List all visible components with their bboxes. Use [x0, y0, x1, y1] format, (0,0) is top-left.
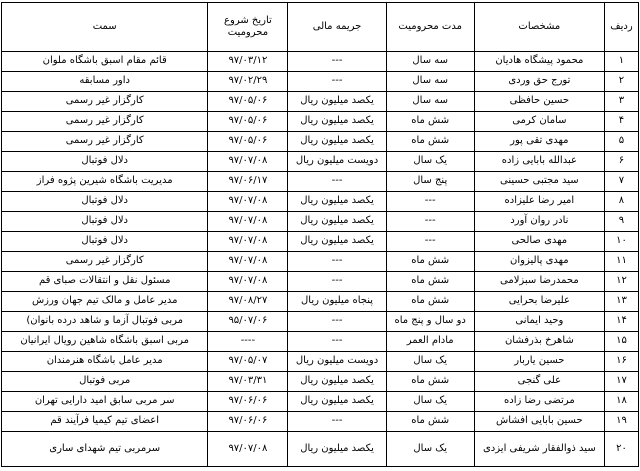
cell-start-date: ۹۷/۰۳/۳۱ [208, 372, 288, 392]
cell-duration: یک سال [386, 152, 474, 172]
cell-duration: دو سال و پنج ماه [386, 312, 474, 332]
cell-row-no: ۳ [604, 92, 638, 112]
cell-duration: --- [386, 212, 474, 232]
cell-row-no: ۴ [604, 112, 638, 132]
cell-duration: سه سال [386, 52, 474, 72]
header-row [2, 3, 639, 52]
cell-fine: یکصد میلیون ریال [288, 432, 386, 467]
cell-name: مهدی تقی پور [474, 132, 604, 152]
cell-row-no: ۹ [604, 212, 638, 232]
cell-start-date: ۹۷/۰۷/۰۸ [208, 192, 288, 212]
cell-duration: یک سال [386, 392, 474, 412]
cell-name: تورج حق وردی [474, 72, 604, 92]
cell-name: علی گنجی [474, 372, 604, 392]
cell-position: مربی فوتبال آزما و شاهد درده بانوان) [2, 312, 208, 332]
cell-name: عبدالله بابایی زاده [474, 152, 604, 172]
cell-position: مدیریت باشگاه شیرین پژوه فراز [2, 172, 208, 192]
header-duration: مدت محرومیت [386, 3, 474, 52]
cell-position: دلال فوتبال [2, 192, 208, 212]
table-row [2, 272, 639, 292]
cell-position: مدیر عامل باشگاه هنرمندان [2, 352, 208, 372]
cell-start-date: ۹۷/۰۷/۰۸ [208, 232, 288, 252]
cell-row-no: ۷ [604, 172, 638, 192]
table-body [2, 52, 639, 467]
cell-fine: یکصد میلیون ریال [288, 192, 386, 212]
cell-start-date: ۹۵/۰۷/۰۶ [208, 312, 288, 332]
cell-name: مهدی پالیزوان [474, 252, 604, 272]
cell-row-no: ۱۳ [604, 292, 638, 312]
cell-row-no: ۱۶ [604, 352, 638, 372]
cell-start-date: ۹۷/۰۵/۰۶ [208, 132, 288, 152]
cell-duration: یک سال [386, 352, 474, 372]
cell-name: شاهرخ بذرفشان [474, 332, 604, 352]
cell-start-date: ۹۷/۰۶/۱۷ [208, 172, 288, 192]
cell-name: محمود پیشگاه هادیان [474, 52, 604, 72]
cell-start-date: ۹۷/۰۶/۰۶ [208, 412, 288, 432]
table-row [2, 392, 639, 412]
cell-fine: --- [288, 412, 386, 432]
cell-duration: شش ماه [386, 412, 474, 432]
table-row [2, 412, 639, 432]
header-position: سمت [2, 3, 208, 52]
header-row-no: ردیف [604, 3, 638, 52]
cell-fine: --- [288, 332, 386, 352]
cell-start-date: ۹۷/۰۷/۰۸ [208, 152, 288, 172]
cell-start-date: ۹۷/۰۳/۱۲ [208, 52, 288, 72]
table-row [2, 312, 639, 332]
cell-position: مربی اسبق باشگاه شاهین رویال ایرانیان [2, 332, 208, 352]
table-row [2, 372, 639, 392]
cell-start-date: ۹۷/۰۷/۰۸ [208, 272, 288, 292]
cell-name: محمدرضا سبزلامی [474, 272, 604, 292]
cell-start-date: ۹۷/۰۵/۰۶ [208, 92, 288, 112]
cell-row-no: ۱۷ [604, 372, 638, 392]
cell-row-no: ۱۰ [604, 232, 638, 252]
table-row [2, 332, 639, 352]
cell-row-no: ۱۱ [604, 252, 638, 272]
cell-fine: یکصد میلیون ریال [288, 132, 386, 152]
table-row [2, 232, 639, 252]
cell-fine: یکصد میلیون ریال [288, 212, 386, 232]
cell-position: کارگزار غیر رسمی [2, 92, 208, 112]
cell-fine: دویست میلیون ریال [288, 352, 386, 372]
cell-row-no: ۲۰ [604, 432, 638, 467]
cell-duration: یک سال [386, 432, 474, 467]
table-row [2, 252, 639, 272]
cell-position: دلال فوتبال [2, 232, 208, 252]
table-row [2, 212, 639, 232]
cell-start-date: ۹۷/۰۷/۰۸ [208, 432, 288, 467]
cell-position: مربی فوتبال [2, 372, 208, 392]
cell-name: مهدی صالحی [474, 232, 604, 252]
cell-position: کارگزار غیر رسمی [2, 132, 208, 152]
cell-duration: --- [386, 192, 474, 212]
cell-duration: سه سال [386, 92, 474, 112]
cell-row-no: ۱۲ [604, 272, 638, 292]
cell-row-no: ۱۹ [604, 412, 638, 432]
cell-position: داور مسابقه [2, 72, 208, 92]
cell-position: کارگزار غیر رسمی [2, 112, 208, 132]
cell-fine: یکصد میلیون ریال [288, 92, 386, 112]
cell-name: مرتضی رضا زاده [474, 392, 604, 412]
header-fine: جریمه مالی [288, 3, 386, 52]
cell-name: سید مجتبی حسینی [474, 172, 604, 192]
cell-position: مسئول نقل و انتقالات صبای قم [2, 272, 208, 292]
cell-name: علیرضا بحرایی [474, 292, 604, 312]
table-row [2, 172, 639, 192]
cell-duration: شش ماه [386, 292, 474, 312]
cell-duration: مادام العمر [386, 332, 474, 352]
cell-start-date: ۹۷/۰۵/۰۷ [208, 352, 288, 372]
cell-start-date: ۹۷/۰۷/۰۸ [208, 252, 288, 272]
cell-row-no: ۸ [604, 192, 638, 212]
table-row [2, 432, 639, 467]
cell-start-date: ۹۷/۰۵/۰۶ [208, 112, 288, 132]
cell-fine: یکصد میلیون ریال [288, 232, 386, 252]
cell-duration: شش ماه [386, 252, 474, 272]
ban-table [1, 2, 639, 467]
cell-row-no: ۶ [604, 152, 638, 172]
cell-duration: شش ماه [386, 132, 474, 152]
cell-name: امیر رضا علیزاده [474, 192, 604, 212]
cell-row-no: ۱ [604, 52, 638, 72]
table-row [2, 152, 639, 172]
table-row [2, 292, 639, 312]
table-row [2, 192, 639, 212]
cell-fine: یکصد میلیون ریال [288, 392, 386, 412]
cell-position: کارگزار غیر رسمی [2, 252, 208, 272]
cell-name: وحید ایمانی [474, 312, 604, 332]
table-row [2, 52, 639, 72]
cell-name: حسین حافظی [474, 92, 604, 112]
cell-position: سرمربی تیم شهدای ساری [2, 432, 208, 467]
cell-start-date: ۹۷/۰۲/۲۹ [208, 72, 288, 92]
cell-duration: سه سال [386, 72, 474, 92]
table-header [2, 3, 639, 52]
cell-duration: شش ماه [386, 272, 474, 292]
header-start-date: تاریخ شروع محرومیت [208, 3, 288, 52]
cell-fine: یکصد میلیون ریال [288, 112, 386, 132]
cell-fine: --- [288, 272, 386, 292]
cell-position: مدیر عامل و مالک تیم جهان ورزش [2, 292, 208, 312]
cell-fine: پنجاه میلیون ریال [288, 292, 386, 312]
table-row [2, 112, 639, 132]
cell-duration: --- [386, 232, 474, 252]
table-row [2, 352, 639, 372]
cell-fine: --- [288, 312, 386, 332]
cell-row-no: ۱۸ [604, 392, 638, 412]
cell-name: نادر روان آورد [474, 212, 604, 232]
header-name: مشخصات [474, 3, 604, 52]
cell-fine: --- [288, 252, 386, 272]
cell-fine: --- [288, 172, 386, 192]
cell-name: سید ذوالفقار شریفی ایزدی [474, 432, 604, 467]
cell-position: سر مربی سابق امید دارایی تهران [2, 392, 208, 412]
cell-fine: --- [288, 52, 386, 72]
cell-position: قائم مقام اسبق باشگاه ملوان [2, 52, 208, 72]
cell-name: حسین بابایی افشاش [474, 412, 604, 432]
cell-position: دلال فوتبال [2, 212, 208, 232]
cell-start-date: ۹۷/۰۸/۲۷ [208, 292, 288, 312]
table-row [2, 132, 639, 152]
cell-row-no: ۲ [604, 72, 638, 92]
table-row [2, 92, 639, 112]
cell-duration: پنج سال [386, 172, 474, 192]
cell-duration: شش ماه [386, 112, 474, 132]
cell-row-no: ۵ [604, 132, 638, 152]
cell-duration: شش ماه [386, 372, 474, 392]
cell-name: حسین یاربار [474, 352, 604, 372]
cell-position: دلال فوتبال [2, 152, 208, 172]
cell-row-no: ۱۴ [604, 312, 638, 332]
cell-position: اعضای تیم کیمیا فرآیند قم [2, 412, 208, 432]
cell-fine: دویست میلیون ریال [288, 152, 386, 172]
cell-start-date: ۹۷/۰۷/۰۸ [208, 212, 288, 232]
cell-name: سامان کرمی [474, 112, 604, 132]
cell-start-date: ---- [208, 332, 288, 352]
cell-row-no: ۱۵ [604, 332, 638, 352]
table-row [2, 72, 639, 92]
cell-fine: --- [288, 72, 386, 92]
cell-start-date: ۹۷/۰۶/۰۶ [208, 392, 288, 412]
cell-fine: یکصد میلیون ریال [288, 372, 386, 392]
